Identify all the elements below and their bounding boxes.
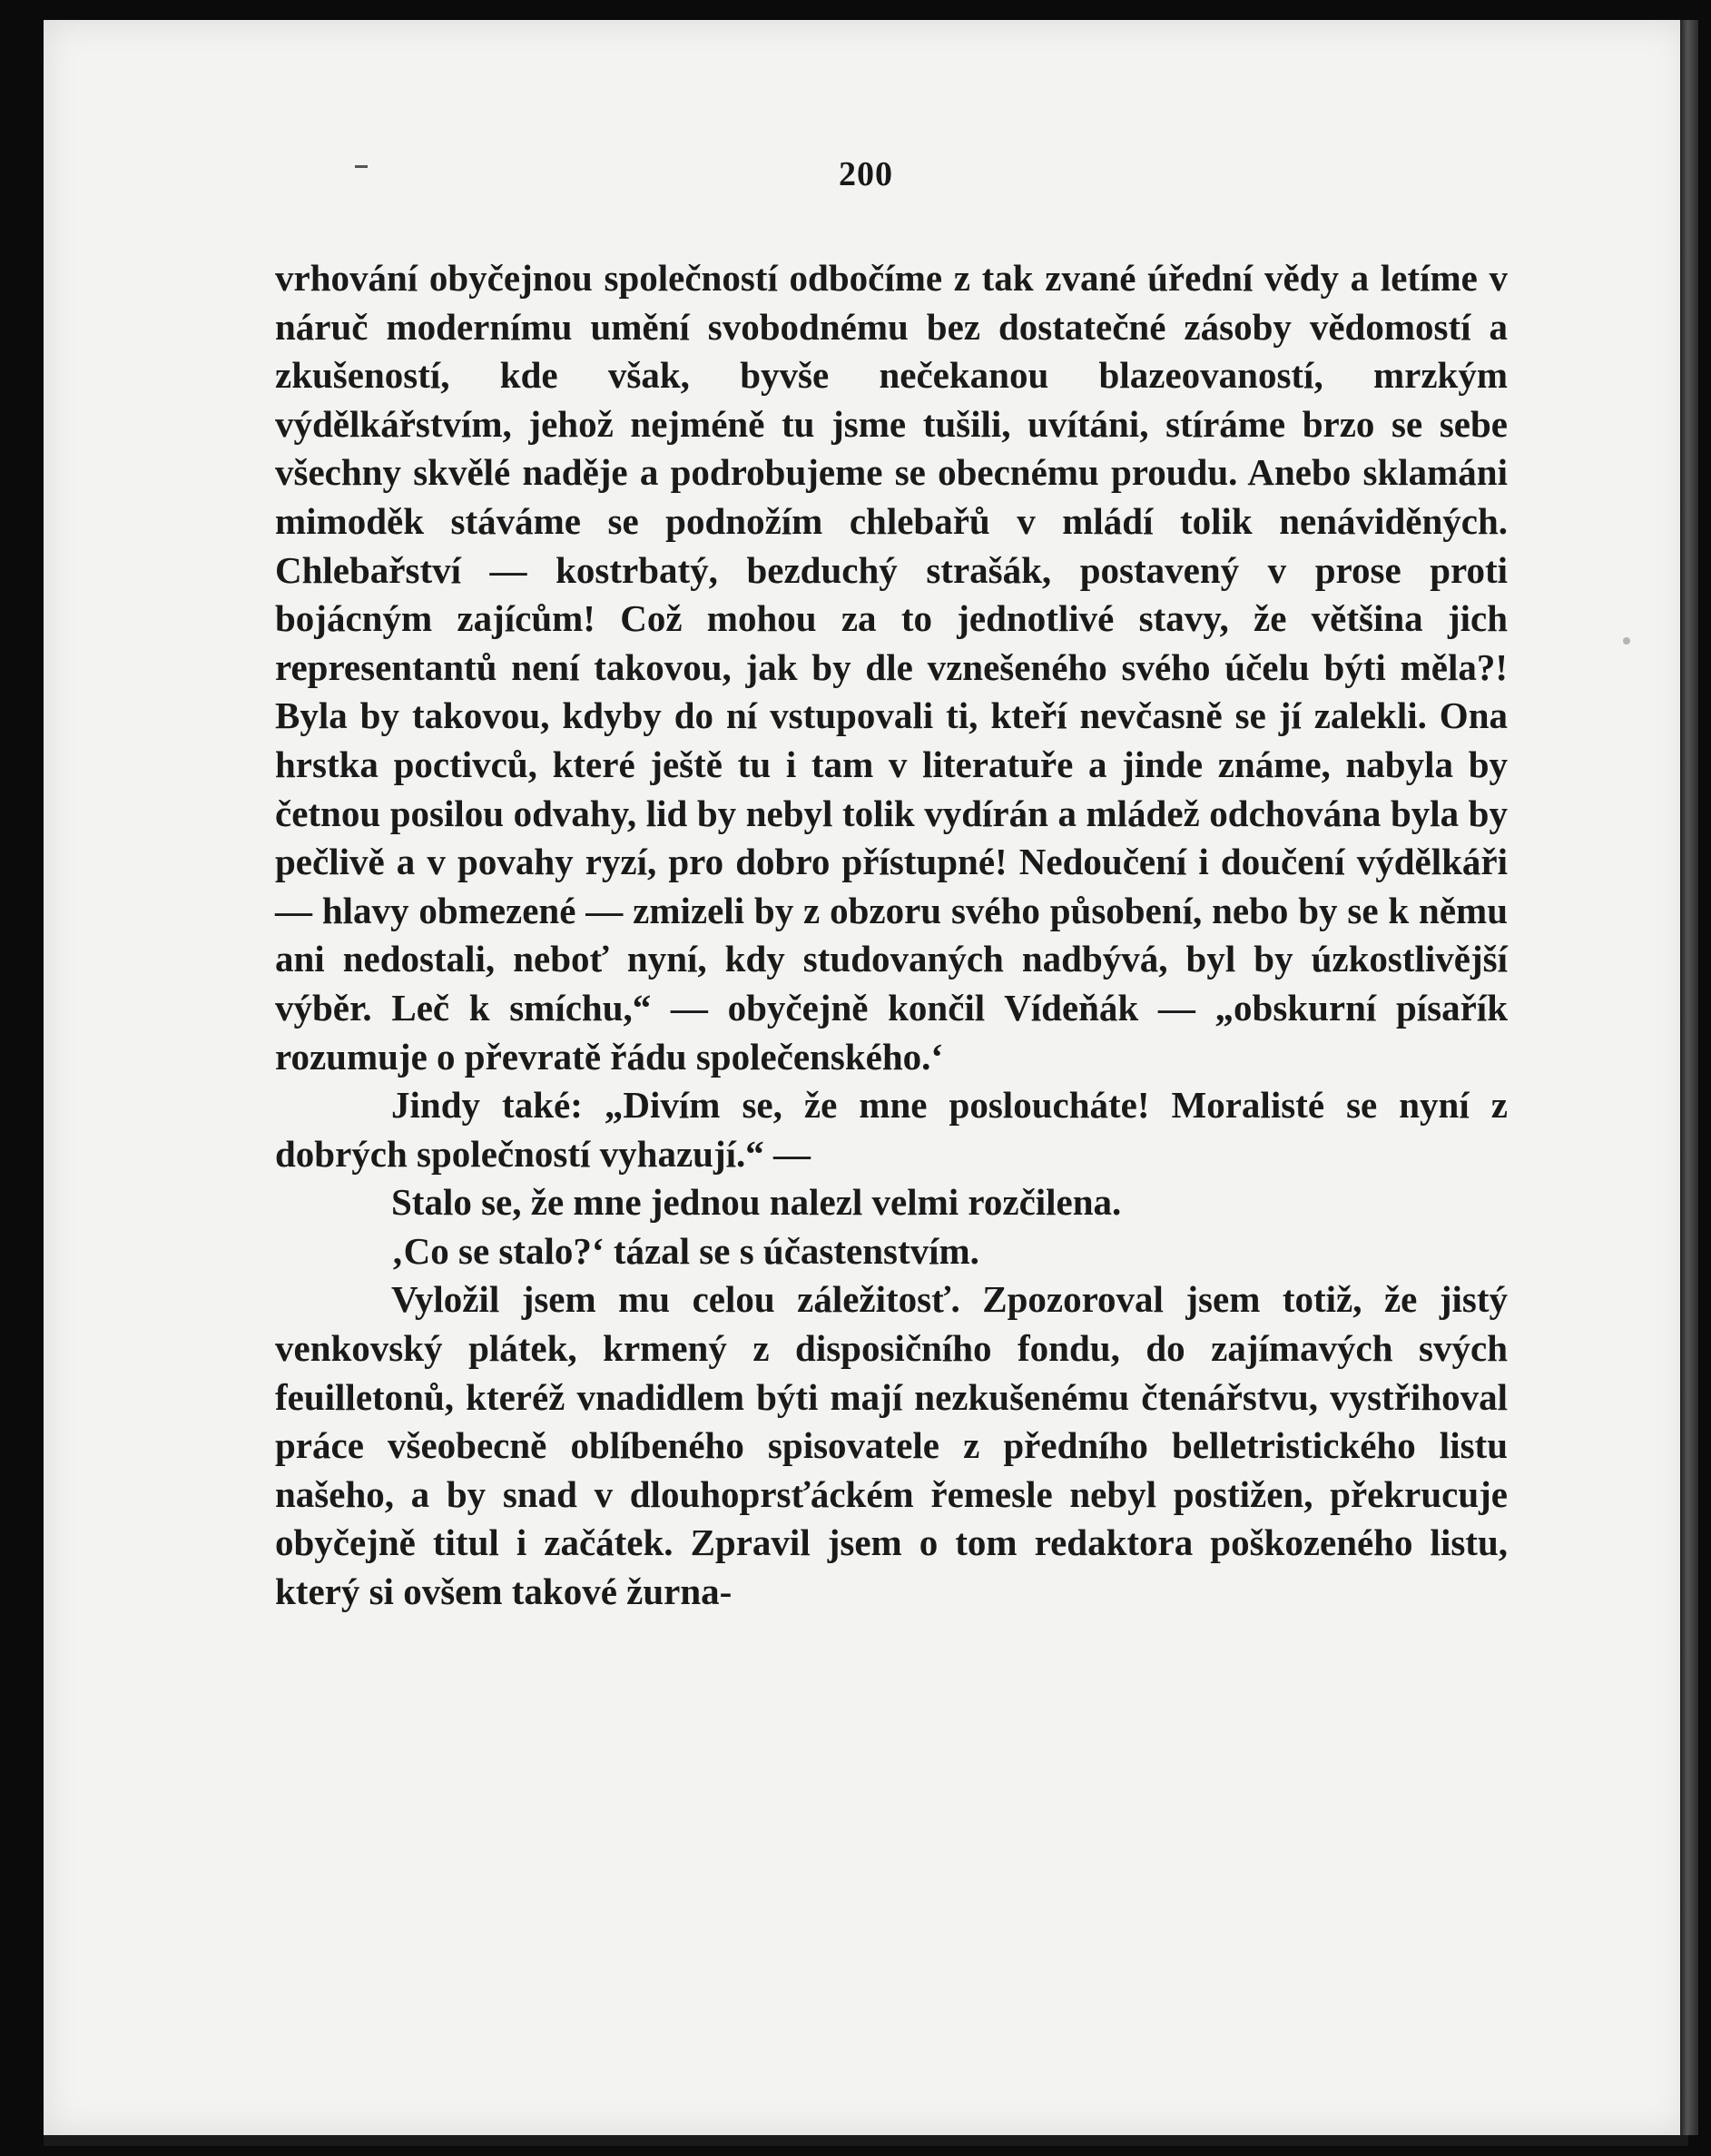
book-page xyxy=(44,20,1688,2135)
paragraph-3: Stalo se, že mne jednou nalezl velmi rozčilena. xyxy=(391,1181,1122,1224)
paragraph-5: Vyložil jsem mu celou záležitosť. Zpozoroval jsem totiž, že jistý venkovský plátek, krmený z disposičního fondu, do zajímavých svých feuilletonů, kteréž vnadidlem býti mají nezkušenému čtenářstvu, vystřihoval práce všeobecně oblíbeného spisovatele z předního belletristického listu našeho, a by snad v dlouhoprsťáckém řemesle nebyl postižen, překrucuje obyčejně titul i začátek. Zpravil jsem o tom redaktora poškozeného listu, který si ovšem takové žurna- xyxy=(275,1278,1508,1613)
page-number: 200 xyxy=(839,155,893,193)
page-edge-shadow xyxy=(1680,20,1698,2135)
page-bottom-shadow xyxy=(44,2135,1688,2146)
margin-speck xyxy=(1623,637,1630,645)
body-text xyxy=(275,254,1508,1617)
paragraph-1: vrhování obyčejnou společností odbočíme z tak zvané úřední vědy a letíme v náruč modernímu umění svobodnému bez dostatečné zásoby vědomostí a zkušeností, kde však, byvše nečekanou blazeovaností, mrzkým výdělkářstvím, jehož nejméně tu jsme tušili, uvítáni, stíráme brzo se sebe všechny skvělé naděje a podrobujeme se obecnému proudu. Anebo sklamáni mimoděk stáváme se podnožím chlebařů v mládí tolik nenáviděných. Chlebařství — kostrbatý, bezduchý strašák, postavený v prose proti bojácným zajícům! Což mohou za to jednotlivé stavy, že většina jich representantů není takovou, jak by dle vznešeného svého účelu býti měla?! Byla by takovou, kdyby do ní vstupovali ti, kteří nevčasně se jí zalekli. Ona hrstka poctivců, které ještě tu i tam v literatuře a jinde známe, nabyla by četnou posilou odvahy, lid by nebyl tolik vydírán a mládež odchována byla by pečlivě a v povahy ryzí, pro dobro přístupné! Nedoučení i doučení výdělkáři — hlavy obmezené — zmizeli by z obzoru svého působení, nebo by se k němu ani nedostali, neboť nyní, kdy studovaných nadbývá, byl by úzkostlivější výběr. Leč k smíchu,“ — obyčejně končil Vídeňák — „obskurní písařík rozumuje o převratě řádu společenského.‘ xyxy=(275,257,1508,1078)
paragraph-4: ‚Co se stalo?‘ tázal se s účastenstvím. xyxy=(391,1229,979,1272)
paragraph-2: Jindy také: „Divím se, že mne posloucháte! Moralisté se nyní z dobrých společností vyhazují.“ — xyxy=(275,1084,1508,1175)
